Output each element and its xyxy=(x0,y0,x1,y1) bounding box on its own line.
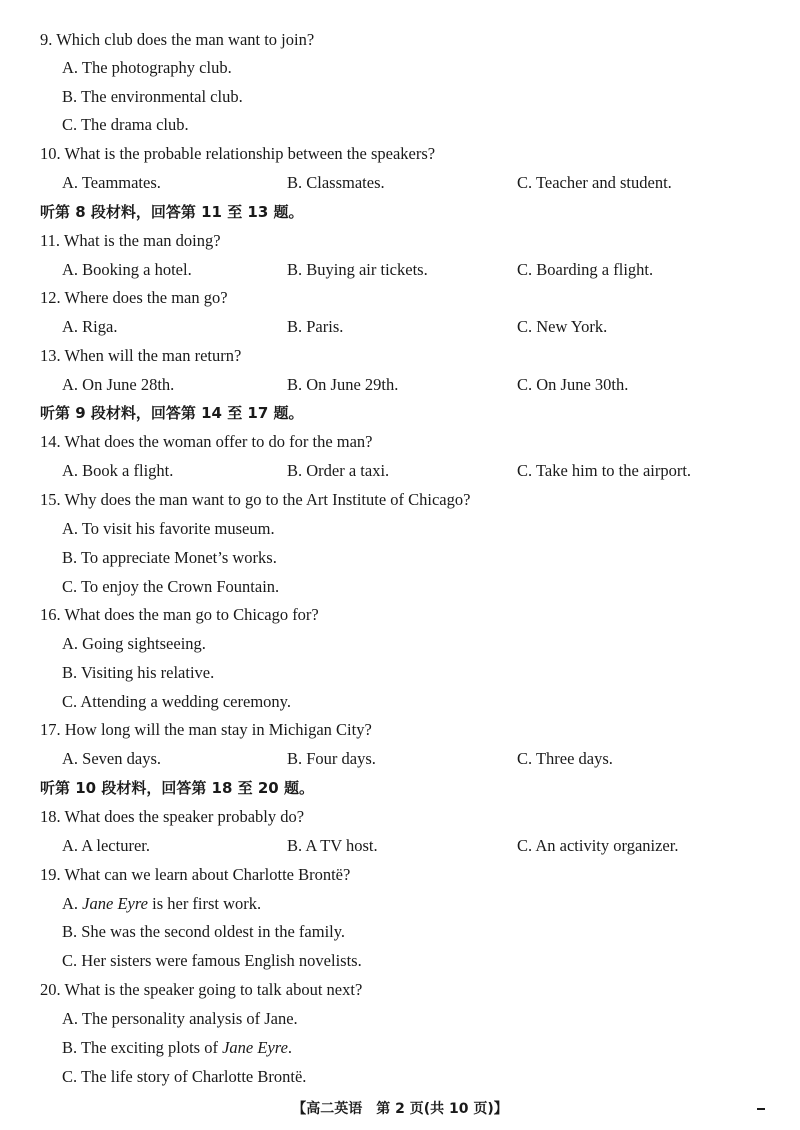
q13-option-b: B. On June 29th. xyxy=(287,375,399,394)
q18-option-a: A. A lecturer. xyxy=(62,836,150,855)
page-footer: 【高二英语 第 2 页(共 10 页)】 xyxy=(292,1101,508,1117)
question-10: 10. What is the probable relationship between the speakers? xyxy=(40,144,436,163)
q12-option-c: C. New York. xyxy=(517,317,608,336)
q11-option-a: A. Booking a hotel. xyxy=(62,260,192,279)
q20-option-b-prefix: B. The exciting plots of xyxy=(62,1038,223,1057)
q9-option-b: B. The environmental club. xyxy=(62,87,243,106)
question-14: 14. What does the woman offer to do for the man? xyxy=(40,432,373,451)
q19-option-a-title: Jane Eyre xyxy=(82,894,148,913)
q14-option-c: C. Take him to the airport. xyxy=(517,461,692,480)
q13-option-c: C. On June 30th. xyxy=(517,375,629,394)
q14-option-b: B. Order a taxi. xyxy=(287,461,390,480)
q17-option-a: A. Seven days. xyxy=(62,749,161,768)
q10-option-a: A. Teammates. xyxy=(62,173,161,192)
q20-option-b-rest: . xyxy=(287,1038,293,1057)
q17-option-b: B. Four days. xyxy=(287,749,376,768)
q19-option-a-rest: is her first work. xyxy=(147,894,262,913)
question-20: 20. What is the speaker going to talk about next? xyxy=(40,980,363,999)
question-9: 9. Which club does the man want to join? xyxy=(40,30,315,49)
question-13: 13. When will the man return? xyxy=(40,346,242,365)
q18-option-b: B. A TV host. xyxy=(287,836,378,855)
q9-option-c: C. The drama club. xyxy=(62,115,189,134)
q19-option-c: C. Her sisters were famous English novelists. xyxy=(62,951,362,970)
q16-option-c: C. Attending a wedding ceremony. xyxy=(62,692,291,711)
q19-option-a-prefix: A. xyxy=(62,894,83,913)
q11-option-c: C. Boarding a flight. xyxy=(517,260,654,279)
q19-option-a xyxy=(62,893,261,915)
question-16: 16. What does the man go to Chicago for? xyxy=(40,605,319,624)
question-12: 12. Where does the man go? xyxy=(40,288,228,307)
q16-option-a: A. Going sightseeing. xyxy=(62,634,206,653)
q15-option-a: A. To visit his favorite museum. xyxy=(62,519,275,538)
q12-option-b: B. Paris. xyxy=(287,317,344,336)
q12-option-a: A. Riga. xyxy=(62,317,118,336)
q18-option-c: C. An activity organizer. xyxy=(517,836,679,855)
section-heading-8: 听第 8 段材料，回答第 11 至 13 题。 xyxy=(40,203,304,221)
q11-option-b: B. Buying air tickets. xyxy=(287,260,428,279)
q15-option-c: C. To enjoy the Crown Fountain. xyxy=(62,577,280,596)
question-15: 15. Why does the man want to go to the Art Institute of Chicago? xyxy=(40,490,471,509)
q20-option-b xyxy=(62,1037,292,1059)
q17-option-c: C. Three days. xyxy=(517,749,613,768)
q16-option-b: B. Visiting his relative. xyxy=(62,663,215,682)
question-17: 17. How long will the man stay in Michigan City? xyxy=(40,720,372,739)
section-heading-9: 听第 9 段材料，回答第 14 至 17 题。 xyxy=(40,404,304,422)
q13-option-a: A. On June 28th. xyxy=(62,375,175,394)
q10-option-b: B. Classmates. xyxy=(287,173,385,192)
question-18: 18. What does the speaker probably do? xyxy=(40,807,305,826)
q20-option-c: C. The life story of Charlotte Brontë. xyxy=(62,1067,307,1086)
corner-mark xyxy=(757,1108,765,1110)
section-heading-10: 听第 10 段材料，回答第 18 至 20 题。 xyxy=(40,779,314,797)
q19-option-b: B. She was the second oldest in the family. xyxy=(62,922,346,941)
q14-option-a: A. Book a flight. xyxy=(62,461,174,480)
q15-option-b: B. To appreciate Monet’s works. xyxy=(62,548,277,567)
q9-option-a: A. The photography club. xyxy=(62,58,232,77)
q20-option-b-title: Jane Eyre xyxy=(222,1038,288,1057)
question-19: 19. What can we learn about Charlotte Brontë? xyxy=(40,865,351,884)
q20-option-a: A. The personality analysis of Jane. xyxy=(62,1009,298,1028)
q10-option-c: C. Teacher and student. xyxy=(517,173,672,192)
question-11: 11. What is the man doing? xyxy=(40,231,221,250)
